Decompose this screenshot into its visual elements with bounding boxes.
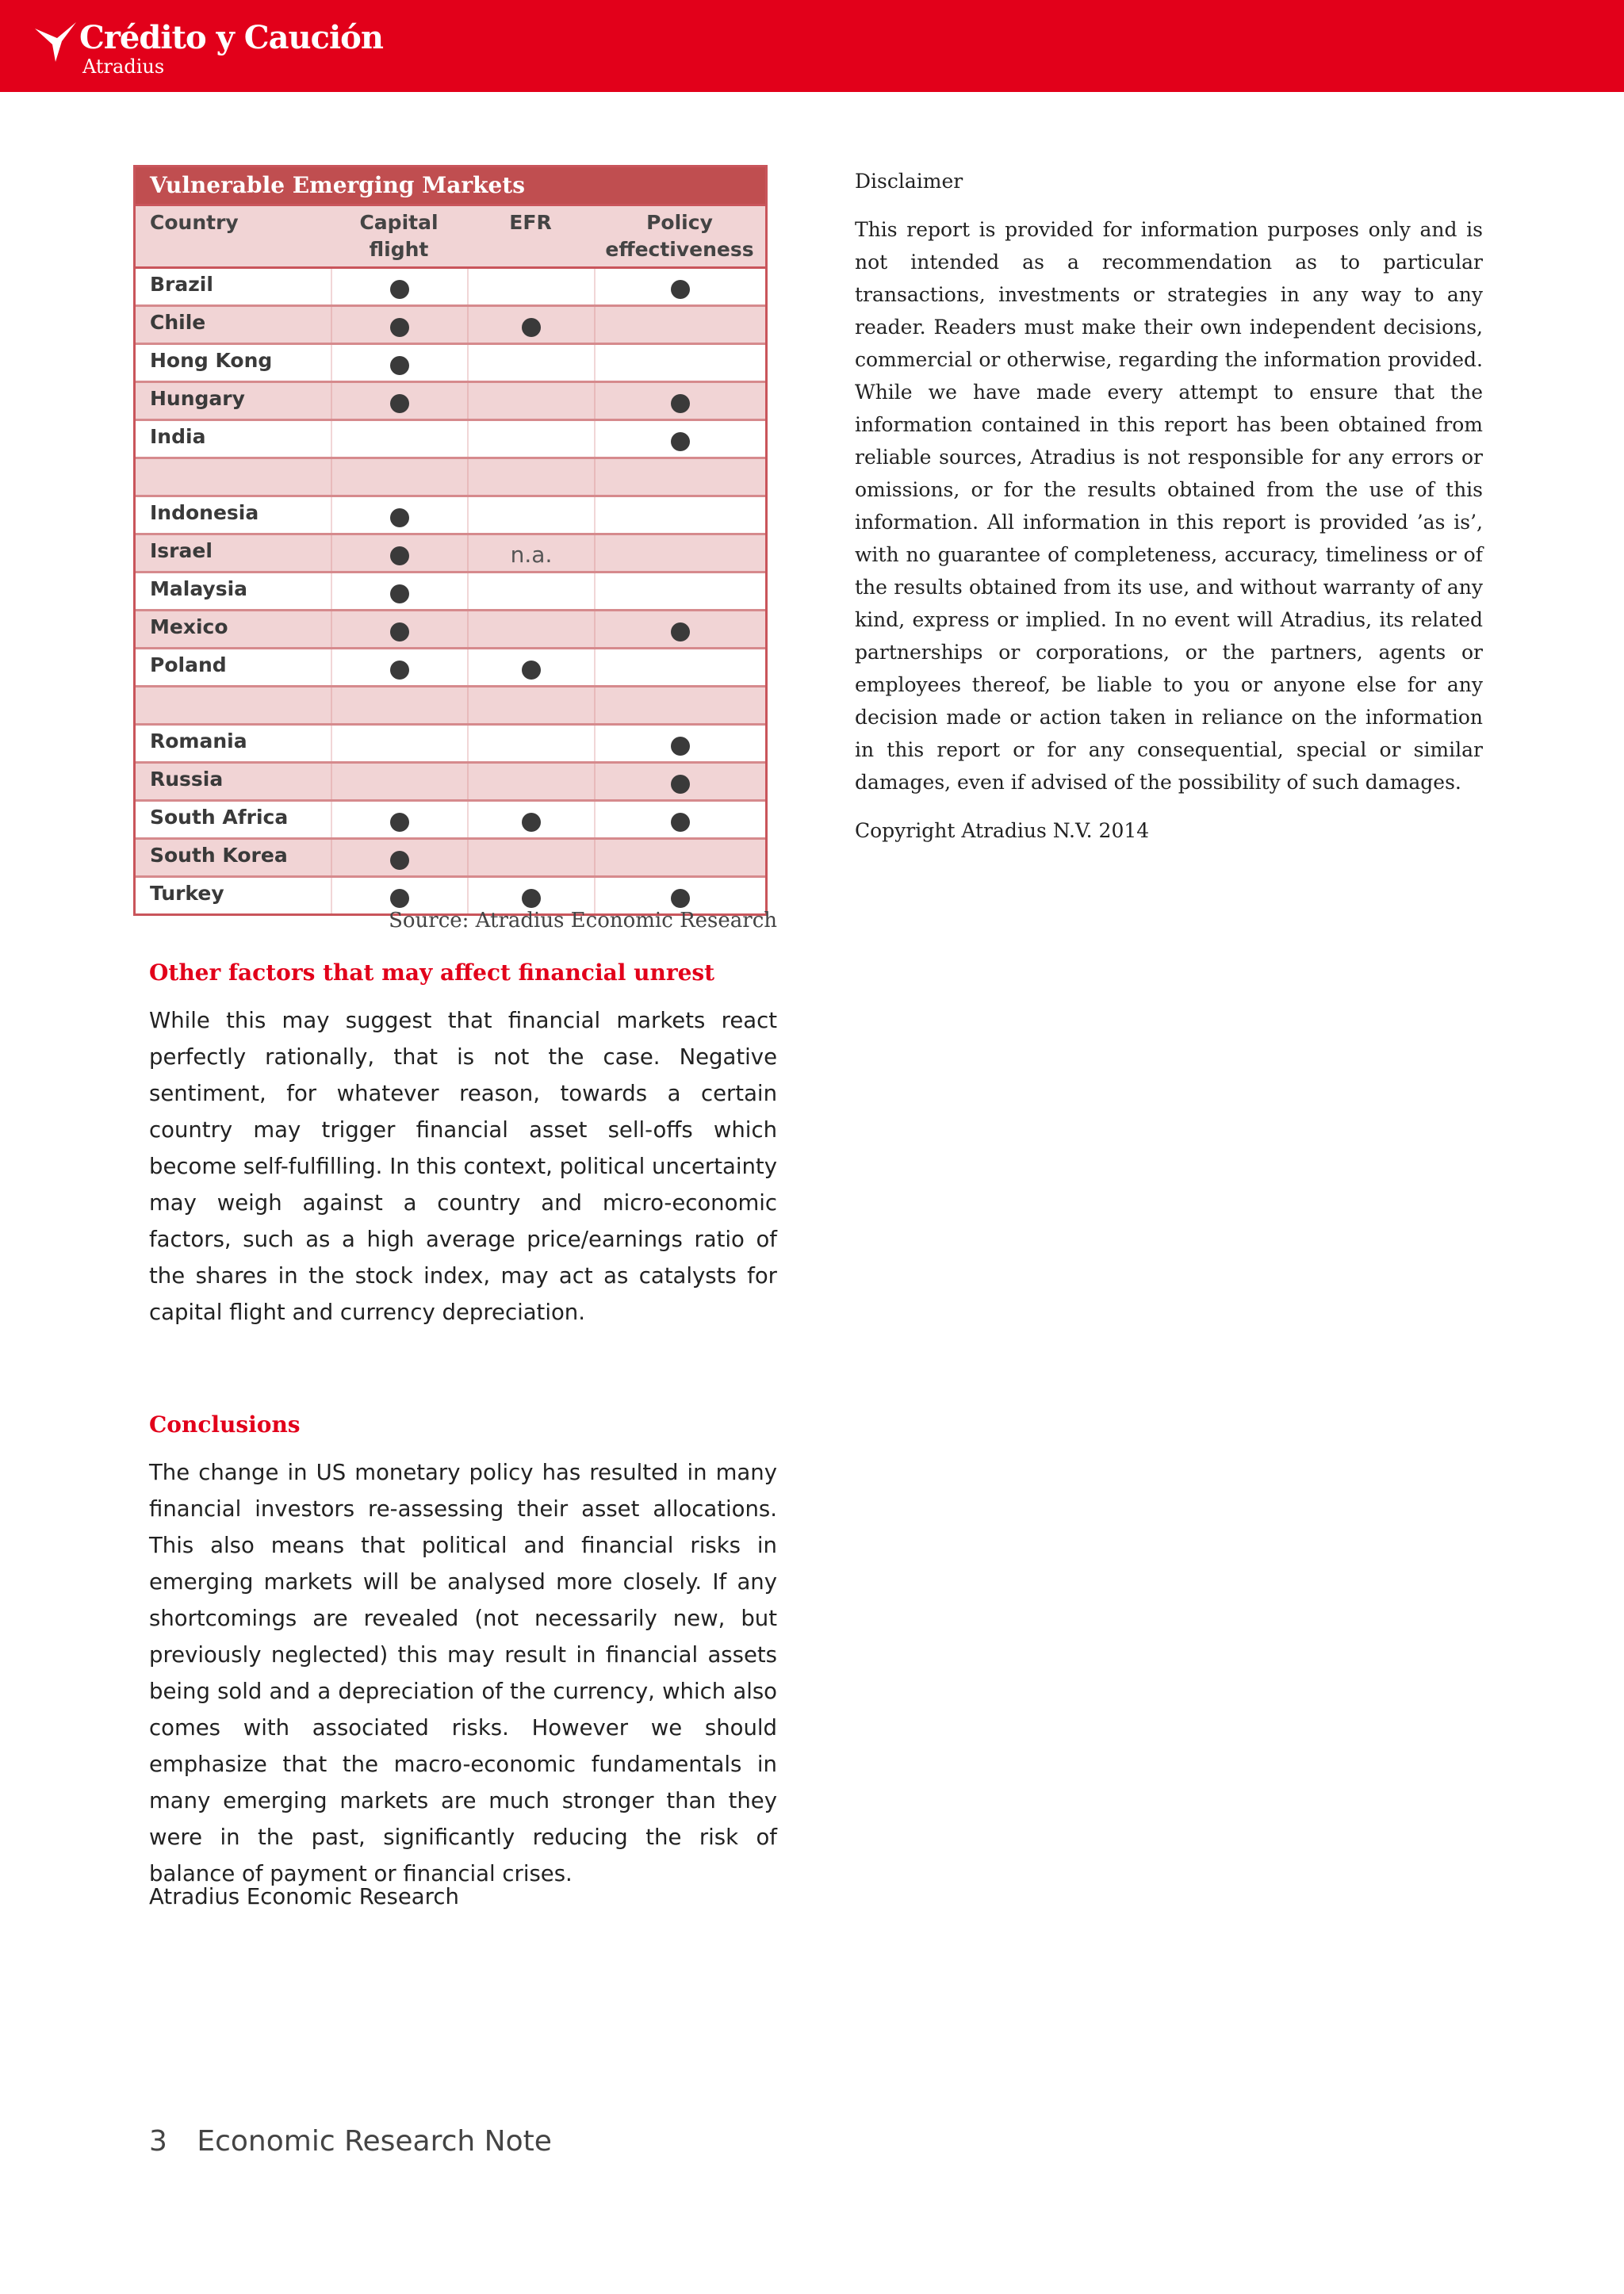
marker-dot-icon: [390, 508, 409, 527]
country-cell: Brazil: [150, 273, 213, 296]
table-row: [136, 269, 765, 307]
table-row: [136, 840, 765, 878]
table-row: [136, 573, 765, 611]
policy-cell: [594, 421, 765, 457]
marker-dot-icon: [522, 889, 541, 908]
country-cell: [136, 459, 331, 495]
policy-cell: [594, 345, 765, 381]
capital-flight-cell: [331, 345, 467, 381]
country-cell: [136, 687, 331, 723]
efr-cell: [467, 307, 594, 343]
copyright-text: Copyright Atradius N.V. 2014: [855, 819, 1150, 842]
capital-flight-cell: [331, 726, 467, 761]
marker-dot-icon: [522, 661, 541, 680]
section-text-other-factors: While this may suggest that financial markets react perfectly rationally, that is not the case. Negative sentiment, for whatever reason, towards a certain country may trigger financial asset sell-offs which become self-fulfilling. In this context, political uncertainty may weigh against a country and micro-economic factors, such as a high average price/earnings ratio of the shares in the stock index, may act as catalysts for capital flight and currency depreciation.: [149, 1008, 777, 1325]
policy-cell: [594, 840, 765, 875]
country-cell: Hungary: [150, 387, 245, 410]
capital-flight-cell: [331, 269, 467, 304]
brand-name: Crédito y Caución: [79, 19, 383, 56]
table-row: [136, 535, 765, 573]
country-cell: Chile: [150, 311, 206, 334]
policy-cell: [594, 649, 765, 685]
capital-flight-cell: [331, 383, 467, 419]
table-row: [136, 345, 765, 383]
efr-cell: [467, 497, 594, 533]
column-header-efr: EFR: [509, 211, 552, 234]
capital-flight-cell: [331, 687, 467, 723]
marker-dot-icon: [671, 394, 690, 413]
efr-cell: [467, 345, 594, 381]
section-heading-other-factors: Other factors that may affect financial unrest: [149, 959, 715, 986]
not-available-label: n.a.: [510, 542, 553, 568]
table-row: [136, 687, 765, 726]
capital-flight-cell: [331, 649, 467, 685]
marker-dot-icon: [390, 394, 409, 413]
marker-dot-icon: [671, 889, 690, 908]
efr-cell: [467, 269, 594, 304]
page-footer: [149, 2125, 552, 2158]
country-cell: Israel: [150, 539, 213, 562]
country-cell: Malaysia: [150, 577, 248, 600]
brand-subname: Atradius: [82, 56, 165, 78]
policy-cell: [594, 611, 765, 647]
table-row: [136, 649, 765, 687]
table-row: [136, 726, 765, 764]
page-header: [0, 0, 1624, 92]
table-row: [136, 764, 765, 802]
capital-flight-cell: [331, 802, 467, 837]
efr-cell: [467, 383, 594, 419]
policy-cell: [594, 383, 765, 419]
efr-cell: [467, 840, 594, 875]
country-cell: Turkey: [150, 882, 224, 905]
column-header-capital-flight: Capital flight: [359, 211, 439, 261]
marker-dot-icon: [671, 775, 690, 794]
column-header-country: Country: [150, 211, 239, 234]
capital-flight-cell: [331, 611, 467, 647]
marker-dot-icon: [390, 813, 409, 832]
table-header-row: [136, 206, 765, 269]
table-row: [136, 497, 765, 535]
disclaimer-column: [855, 165, 1483, 847]
efr-cell: [467, 802, 594, 837]
policy-cell: [594, 307, 765, 343]
capital-flight-cell: [331, 764, 467, 799]
efr-cell: [467, 687, 594, 723]
efr-cell: [467, 535, 594, 571]
policy-cell: [594, 687, 765, 723]
marker-dot-icon: [522, 318, 541, 337]
table-row: [136, 421, 765, 459]
capital-flight-cell: [331, 497, 467, 533]
policy-cell: [594, 535, 765, 571]
marker-dot-icon: [390, 356, 409, 375]
efr-cell: [467, 764, 594, 799]
marker-dot-icon: [390, 280, 409, 299]
marker-dot-icon: [671, 622, 690, 641]
bird-logo-icon: [32, 21, 79, 65]
capital-flight-cell: [331, 307, 467, 343]
table-row: [136, 802, 765, 840]
efr-cell: [467, 611, 594, 647]
disclaimer-text: This report is provided for information purposes only and is not intended as a recommendation as to particular transactions, investments or strategies in any way to any reader. Readers must make their own independent decisions, commercial or otherwise, regarding the information provided. While we have made every attempt to ensure that the information contained in this report has been obtained from reliable sources, Atradius is not responsible for any errors or omissions, or for the results obtained from the use of this information. All information in this report is provided ’as is’, with no guarantee of completeness, accuracy, timeliness or of the results obtained from its use, and without warranty of any kind, express or implied. In no event will Atradius, its related partnerships or corporations, or the partners, agents or employees thereof, be liable to you or anyone else for any decision made or action taken in reliance on the information in this report or for any consequential, special or similar damages, even if advised of the possibility of such damages.: [855, 218, 1483, 794]
section-text-conclusions: The change in US monetary policy has resulted in many financial investors re-assessing their asset allocations. This also means that political and financial risks in emerging markets will be analysed more closely. If any shortcomings are revealed (not necessarily new, but previously neglected) this may result in financial assets being sold and a depreciation of the currency, which also comes with associated risks. However we should emphasize that the macro-economic fundamentals in many emerging markets are much stronger than they were in the past, significantly reducing the risk of balance of payment or financial crises.: [149, 1460, 777, 1886]
policy-cell: [594, 459, 765, 495]
country-cell: Mexico: [150, 615, 228, 638]
table-source: Source: Atradius Economic Research: [389, 909, 777, 933]
policy-cell: [594, 726, 765, 761]
marker-dot-icon: [671, 280, 690, 299]
table-row: [136, 307, 765, 345]
capital-flight-cell: [331, 573, 467, 609]
table-row: [136, 459, 765, 497]
marker-dot-icon: [671, 737, 690, 756]
column-header-policy-effectiveness: Policy effectiveness: [605, 211, 754, 261]
section-signature: Atradius Economic Research: [149, 1884, 459, 1909]
marker-dot-icon: [390, 546, 409, 565]
table-row: [136, 383, 765, 421]
efr-cell: [467, 573, 594, 609]
vulnerable-markets-table: [133, 165, 768, 916]
marker-dot-icon: [522, 813, 541, 832]
marker-dot-icon: [671, 432, 690, 451]
marker-dot-icon: [390, 318, 409, 337]
table-body: [136, 269, 765, 913]
country-cell: Hong Kong: [150, 349, 273, 372]
disclaimer-heading: Disclaimer: [855, 170, 963, 193]
capital-flight-cell: [331, 840, 467, 875]
country-cell: Russia: [150, 768, 224, 791]
country-cell: India: [150, 425, 206, 448]
marker-dot-icon: [390, 584, 409, 603]
efr-cell: [467, 421, 594, 457]
page-number: 3: [149, 2125, 167, 2158]
capital-flight-cell: [331, 421, 467, 457]
efr-cell: [467, 726, 594, 761]
country-cell: South Korea: [150, 844, 288, 867]
marker-dot-icon: [390, 622, 409, 641]
marker-dot-icon: [671, 813, 690, 832]
footer-title: Economic Research Note: [197, 2125, 552, 2158]
efr-cell: [467, 649, 594, 685]
policy-cell: [594, 764, 765, 799]
table-title: Vulnerable Emerging Markets: [136, 167, 765, 206]
section-heading-conclusions: Conclusions: [149, 1411, 301, 1438]
table-row: [136, 611, 765, 649]
capital-flight-cell: [331, 535, 467, 571]
marker-dot-icon: [390, 889, 409, 908]
country-cell: South Africa: [150, 806, 289, 829]
capital-flight-cell: [331, 459, 467, 495]
marker-dot-icon: [390, 661, 409, 680]
efr-cell: [467, 459, 594, 495]
country-cell: Romania: [150, 730, 247, 753]
marker-dot-icon: [390, 851, 409, 870]
country-cell: Poland: [150, 653, 227, 676]
policy-cell: [594, 802, 765, 837]
country-cell: Indonesia: [150, 501, 259, 524]
policy-cell: [594, 269, 765, 304]
policy-cell: [594, 573, 765, 609]
policy-cell: [594, 497, 765, 533]
